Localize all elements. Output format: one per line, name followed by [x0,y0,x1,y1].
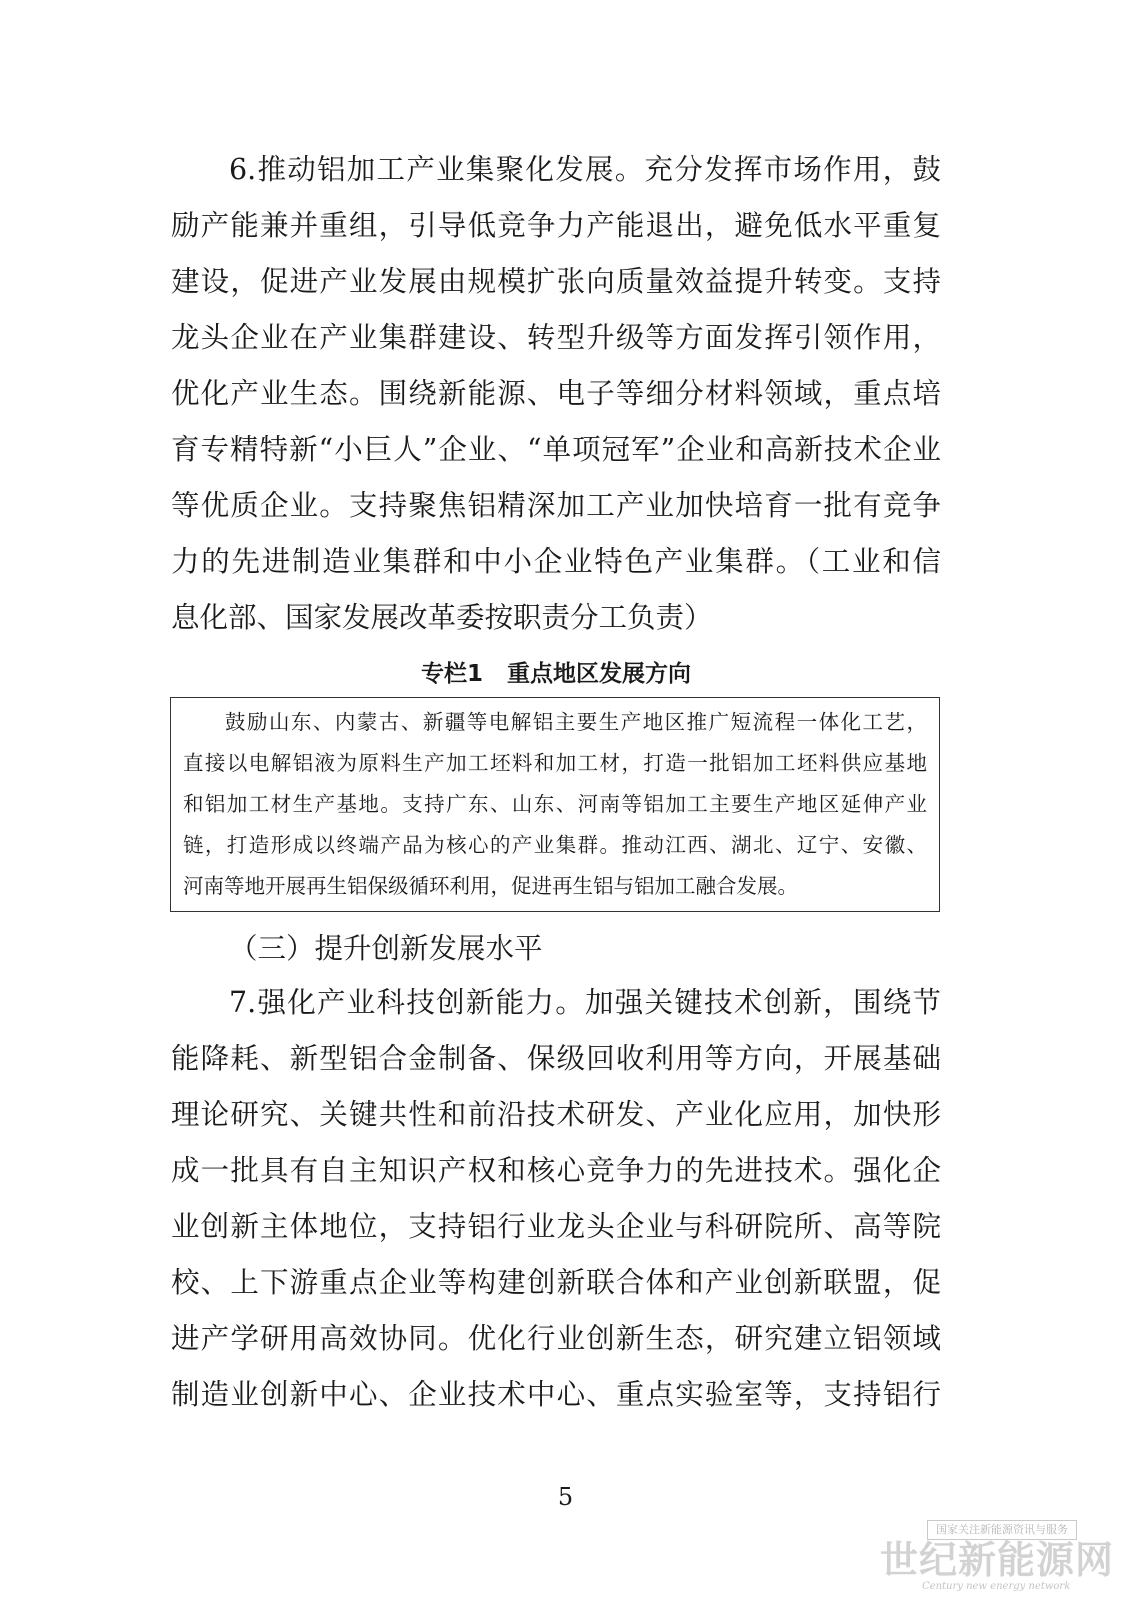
column-box-heading: 重点地区发展方向 [507,661,691,687]
paragraph-line: 能降耗、新型铝合金制备、保级回收利用等方向，开展基础 [171,1042,941,1075]
paragraph-line: 理论研究、关键共性和前沿技术研发、产业化应用，加快形 [171,1098,941,1131]
paragraph-line: 校、上下游重点企业等构建创新联合体和产业创新联盟，促 [171,1266,941,1299]
paragraph-line: 制造业创新中心、企业技术中心、重点实验室等，支持铝行 [171,1378,941,1411]
watermark-tagline: 国家关注新能源资讯与服务 [927,1520,1077,1540]
section-heading: （三）提升创新发展水平 [229,932,543,965]
page-number: 5 [557,1483,574,1511]
paragraph-line: 业创新主体地位，支持铝行业龙头企业与科研院所、高等院 [171,1210,941,1243]
column-box-line: 链，打造形成以终端产品为核心的产业集群。推动江西、湖北、辽宁、安徽、 [183,833,927,857]
paragraph-line: 成一批具有自主知识产权和核心竞争力的先进技术。强化企 [171,1154,941,1187]
column-box [170,697,940,912]
column-box-line: 鼓励山东、内蒙古、新疆等电解铝主要生产地区推广短流程一体化工艺， [225,710,927,734]
column-box-line: 直接以电解铝液为原料生产加工坯料和加工材，打造一批铝加工坯料供应基地 [183,751,927,775]
column-box-line: 和铝加工材生产基地。支持广东、山东、河南等铝加工主要生产地区延伸产业 [183,792,927,816]
paragraph-line: 力的先进制造业集群和中小企业特色产业集群。（工业和信 [171,545,941,578]
paragraph-line: 等优质企业。支持聚焦铝精深加工产业加快培育一批有竞争 [171,489,941,522]
watermark-english: Century new energy network [922,1581,1071,1592]
paragraph-line: 建设，促进产业发展由规模扩张向质量效益提升转变。支持 [171,265,941,298]
column-box-line: 河南等地开展再生铝保级循环利用，促进再生铝与铝加工融合发展。 [183,874,798,898]
column-box-label: 专栏1 [420,661,483,687]
paragraph-line: 6.推动铝加工产业集聚化发展。充分发挥市场作用，鼓 [229,153,941,186]
paragraph-line: 育专精特新“小巨人”企业、“单项冠军”企业和高新技术企业 [171,433,941,466]
paragraph-line: 龙头企业在产业集群建设、转型升级等方面发挥引领作用， [171,321,941,354]
paragraph-line: 优化产业生态。围绕新能源、电子等细分材料领域，重点培 [171,377,941,410]
paragraph-line: 励产能兼并重组，引导低竞争力产能退出，避免低水平重复 [171,209,941,242]
paragraph-line: 7.强化产业科技创新能力。加强关键技术创新，围绕节 [229,986,941,1019]
paragraph-line: 进产学研用高效协同。优化行业创新生态，研究建立铝领域 [171,1322,941,1355]
watermark-brand: 世纪新能源网 [880,1538,1115,1582]
paragraph-line: 息化部、国家发展改革委按职责分工负责） [171,601,713,634]
column-box-title [171,656,941,692]
